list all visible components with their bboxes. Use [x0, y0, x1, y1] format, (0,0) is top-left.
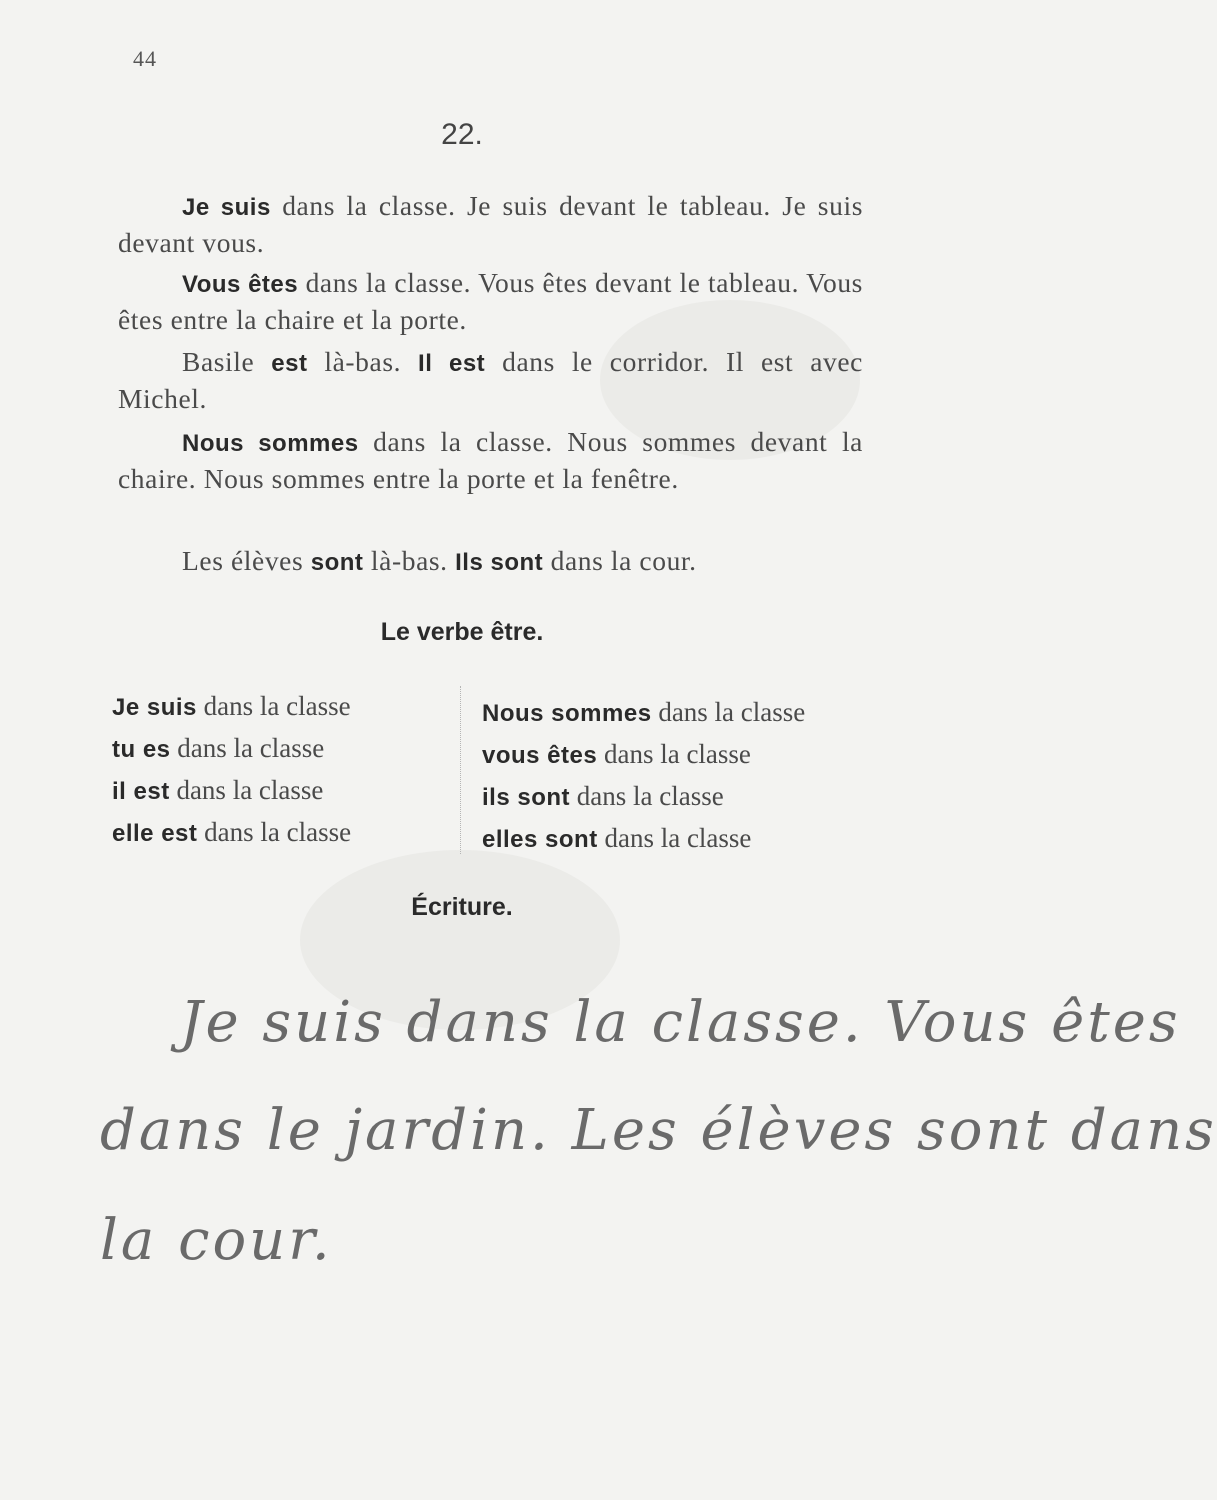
paragraph-text: dans la cour. [543, 545, 697, 576]
lesson-number: 22. [441, 118, 483, 151]
paragraph-1 [118, 188, 863, 260]
subject-verb: il est [112, 778, 170, 805]
paragraph-text: dans la classe. Vous êtes devant le tableau. Vous êtes entre la chaire et la porte. [118, 267, 863, 335]
writing-section-title: Écriture. [411, 893, 513, 921]
conjugation-singular [112, 686, 472, 854]
script-line-1: Je suis dans la classe. Vous êtes [180, 990, 1181, 1055]
conjugation-rest: dans la classe [651, 697, 806, 727]
subject-verb: elle est [112, 820, 198, 847]
paragraph-text: là-bas. [363, 545, 456, 576]
subject-verb: ils sont [482, 784, 571, 811]
subject-verb: elles sont [482, 826, 598, 853]
paragraph-text: dans la classe. Je suis devant le tableau. Je suis devant vous. [118, 190, 863, 258]
bold-verb: Vous êtes [182, 271, 299, 298]
conjugation-plural [482, 692, 862, 860]
bold-verb: Nous sommes [182, 430, 359, 457]
subject-verb: Nous sommes [482, 700, 652, 727]
conjugation-row [112, 812, 472, 854]
paragraph-3 [118, 344, 863, 416]
verb-section-title: Le verbe être. [380, 618, 544, 646]
script-line-3: la cour. [100, 1208, 333, 1273]
paragraph-text: dans le corridor. Il est avec Michel. [118, 346, 863, 414]
paragraph-5 [118, 543, 863, 580]
conjugation-row [112, 686, 472, 728]
conjugation-row [112, 770, 472, 812]
conjugation-rest: dans la classe [196, 691, 351, 721]
conjugation-row [482, 692, 862, 734]
conjugation-rest: dans la classe [197, 817, 352, 847]
script-line-2: dans le jardin. Les élèves sont dans [100, 1098, 1217, 1163]
conjugation-rest: dans la classe [597, 739, 751, 769]
conjugation-rest: dans la classe [570, 781, 724, 811]
paragraph-4 [118, 424, 863, 496]
paragraph-2 [118, 265, 863, 337]
bold-verb: Il est [418, 350, 486, 377]
bold-verb: Ils sont [455, 549, 544, 576]
conjugation-row [482, 776, 862, 818]
conjugation-rest: dans la classe [169, 775, 324, 805]
page-number: 44 [133, 46, 157, 71]
subject-verb: tu es [112, 736, 171, 763]
paragraph-text: là-bas. [307, 346, 419, 377]
paragraph-text: Basile [182, 346, 272, 377]
conjugation-rest: dans la classe [597, 823, 752, 853]
column-divider [460, 686, 461, 854]
conjugation-rest: dans la classe [170, 733, 325, 763]
subject-verb: vous êtes [482, 742, 598, 769]
paragraph-text: Les élèves [182, 545, 311, 576]
paragraph-text: dans la classe. Nous sommes devant la chaire. Nous sommes entre la porte et la fenêtre. [118, 426, 863, 494]
bold-verb: est [271, 350, 308, 377]
bold-verb: Je suis [182, 194, 271, 221]
bold-verb: sont [310, 549, 364, 576]
conjugation-row [112, 728, 472, 770]
conjugation-row [482, 818, 862, 860]
subject-verb: Je suis [112, 694, 197, 721]
conjugation-row [482, 734, 862, 776]
